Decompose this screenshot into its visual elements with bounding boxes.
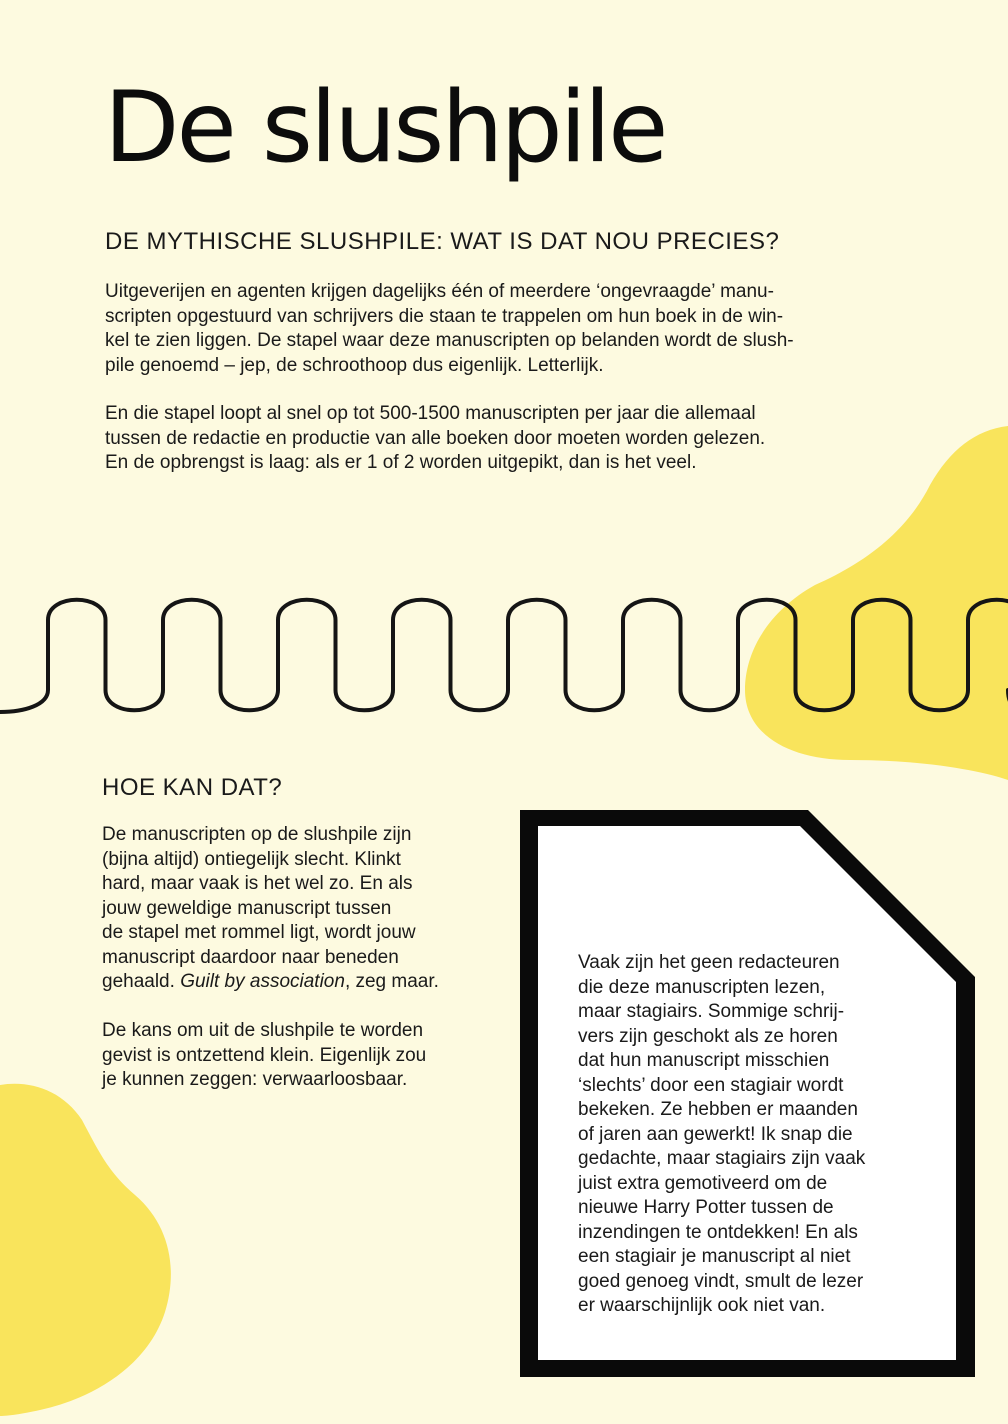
callout-text <box>578 951 923 1319</box>
text-line: een stagiair je manuscript al niet <box>578 1246 851 1267</box>
page-title: De slushpile <box>104 71 666 185</box>
text-line: scripten opgestuurd van schrijvers die staan te trappelen om hun boek in de win- <box>105 305 784 327</box>
italic-phrase: Guilt by association <box>180 971 345 992</box>
text-line: maar stagiairs. Sommige schrij- <box>578 1001 845 1022</box>
section-heading-mythische-slushpile: DE MYTHISCHE SLUSHPILE: WAT IS DAT NOU PRECIES? <box>105 228 780 255</box>
yellow-blob-left <box>0 1084 171 1416</box>
text-line: juist extra gemotiveerd om de <box>578 1172 828 1194</box>
volume-paragraph <box>105 402 913 476</box>
text-fragment: , zeg maar. <box>344 971 439 992</box>
text-line-last <box>102 970 502 995</box>
text-line: ‘slechts’ door een stagiair wordt <box>578 1074 844 1096</box>
section-heading-hoe-kan-dat: HOE KAN DAT? <box>102 774 283 801</box>
text-line: Vaak zijn het geen redacteuren <box>578 952 840 973</box>
text-line: De manuscripten op de slushpile zijn <box>102 824 412 845</box>
text-line: jouw geweldige manuscript tussen <box>102 897 392 919</box>
quality-paragraph <box>102 823 502 995</box>
text-line: die deze manuscripten lezen, <box>578 976 826 998</box>
text-line: kel te zien liggen. De stapel waar deze manuscripten op belanden wordt de slush- <box>105 330 794 351</box>
text-line: hard, maar vaak is het wel zo. En als <box>102 873 413 894</box>
text-line: manuscript daardoor naar beneden <box>102 946 399 968</box>
text-line: je kunnen zeggen: verwaarloosbaar. <box>102 1069 408 1090</box>
intro-paragraph <box>105 280 913 378</box>
text-line: tussen de redactie en productie van alle boeken door moeten worden gelezen. <box>105 427 766 449</box>
text-line: gedachte, maar stagiairs zijn vaak <box>578 1148 866 1169</box>
chance-paragraph <box>102 1019 502 1093</box>
text-line: gevist is ontzettend klein. Eigenlijk zou <box>102 1044 427 1066</box>
text-line: dat hun manuscript misschien <box>578 1050 830 1071</box>
text-fragment: gehaald. <box>102 971 181 992</box>
text-line: er waarschijnlijk ook niet van. <box>578 1295 826 1316</box>
text-line: vers zijn geschokt als ze horen <box>578 1025 838 1047</box>
text-line: Uitgeverijen en agenten krijgen dagelijks één of meerdere ‘ongevraagde’ manu- <box>105 281 774 302</box>
text-line: goed genoeg vindt, smult de lezer <box>578 1270 864 1292</box>
text-line: (bijna altijd) ontiegelijk slecht. Klinkt <box>102 848 401 870</box>
text-line: En die stapel loopt al snel op tot 500-1500 manuscripten per jaar die allemaal <box>105 403 756 424</box>
text-line: pile genoemd – jep, de schroothoop dus eigenlijk. Letterlijk. <box>105 354 604 376</box>
text-line: De kans om uit de slushpile te worden <box>102 1020 424 1041</box>
text-line: inzendingen te ontdekken! En als <box>578 1221 858 1243</box>
text-line: En de opbrengst is laag: als er 1 of 2 worden uitgepikt, dan is het veel. <box>105 452 697 473</box>
text-line: nieuwe Harry Potter tussen de <box>578 1197 834 1218</box>
text-line: de stapel met rommel ligt, wordt jouw <box>102 922 416 943</box>
text-line: of jaren aan gewerkt! Ik snap die <box>578 1123 853 1145</box>
text-line: bekeken. Ze hebben er maanden <box>578 1099 858 1120</box>
